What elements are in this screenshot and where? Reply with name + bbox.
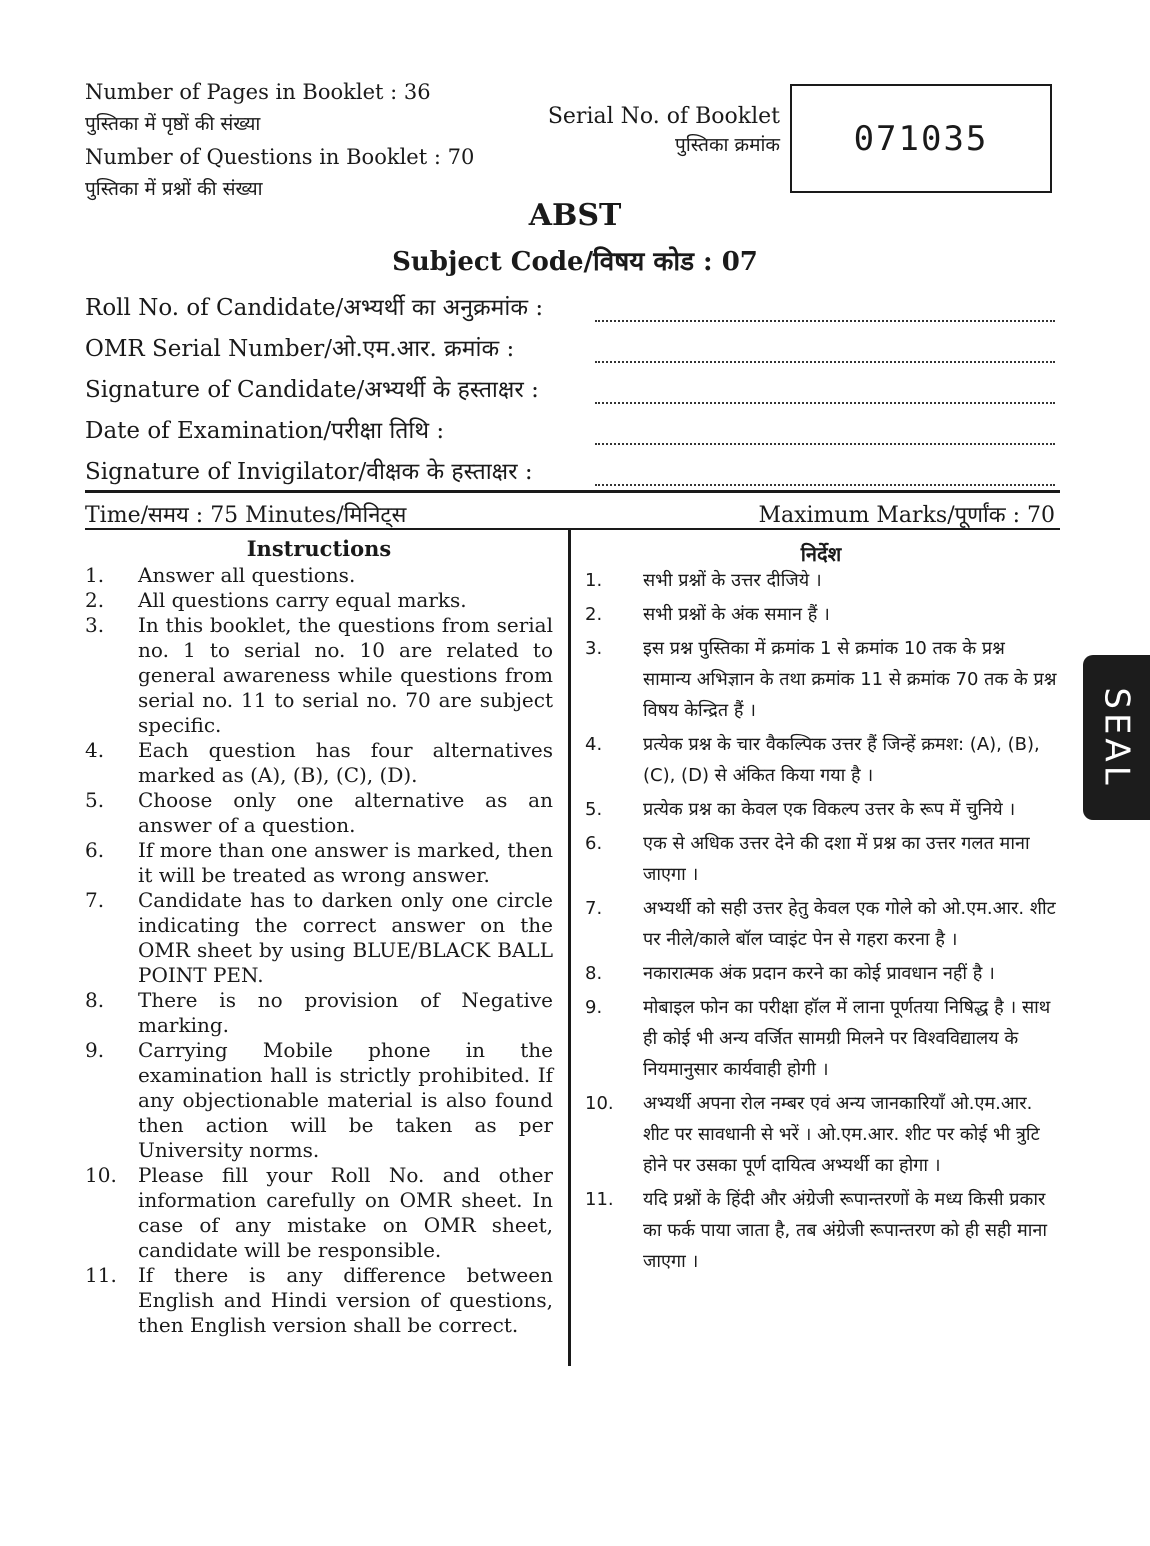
instruction-item: [585, 794, 1057, 825]
instruction-text: If more than one answer is marked, then it will be treated as wrong answer.: [138, 838, 553, 887]
instruction-number: 8.: [585, 963, 603, 984]
instruction-number: 4.: [585, 734, 603, 755]
instruction-text: नकारात्मक अंक प्रदान करने का कोई प्रावधान नहीं है ।: [643, 963, 995, 984]
instruction-number: 7.: [585, 898, 603, 919]
pages-count-en: Number of Pages in Booklet : 36: [85, 80, 431, 104]
instruction-item: [85, 613, 553, 738]
instruction-item: [85, 563, 553, 588]
instruction-number: 11.: [85, 1263, 117, 1287]
serial-number-value: 071035: [853, 118, 989, 159]
instruction-number: 4.: [85, 738, 105, 762]
invigilator-signature-dotted-line: [595, 484, 1055, 486]
instruction-number: 9.: [85, 1038, 105, 1062]
pages-count-hi: पुस्तिका में पृष्ठों की संख्या: [85, 113, 261, 135]
instruction-text: If there is any difference between English and Hindi version of questions, then English version shall be correct.: [138, 1263, 553, 1337]
instruction-text: Each question has four alternatives marked as (A), (B), (C), (D).: [138, 738, 553, 787]
instruction-number: 1.: [85, 563, 105, 587]
candidate-signature-field[interactable]: [85, 372, 1055, 412]
omr-serial-label: OMR Serial Number/ओ.एम.आर. क्रमांक :: [85, 336, 515, 362]
instruction-item: [585, 992, 1057, 1085]
instruction-number: 11.: [585, 1189, 614, 1210]
instruction-item: [585, 729, 1057, 791]
instruction-item: [85, 1163, 553, 1263]
instruction-text: अभ्यर्थी को सही उत्तर हेतु केवल एक गोले को ओ.एम.आर. शीट पर नीले/काले बॉल प्वाइंट पेन से गहरा करना है ।: [643, 898, 1056, 950]
instruction-item: [585, 1088, 1057, 1181]
instruction-item: [85, 1263, 553, 1338]
exam-date-label: Date of Examination/परीक्षा तिथि :: [85, 418, 445, 444]
invigilator-signature-field[interactable]: [85, 454, 1055, 494]
instruction-text: सभी प्रश्नों के उत्तर दीजिये ।: [643, 570, 822, 591]
instructions-list-en: [85, 563, 553, 1338]
omr-serial-dotted-line: [595, 361, 1055, 363]
roll-number-label: Roll No. of Candidate/अभ्यर्थी का अनुक्रमांक :: [85, 295, 544, 321]
serial-label-hi: पुस्तिका क्रमांक: [675, 134, 780, 156]
instruction-text: एक से अधिक उत्तर देने की दशा में प्रश्न का उत्तर गलत माना जाएगा ।: [643, 833, 1030, 885]
instruction-item: [585, 958, 1057, 989]
exam-time: Time/समय : 75 Minutes/मिनिट्स: [85, 503, 407, 528]
questions-count-en: Number of Questions in Booklet : 70: [85, 145, 475, 169]
instruction-number: 8.: [85, 988, 105, 1012]
seal-tab[interactable]: [1083, 655, 1150, 820]
instruction-item: [585, 828, 1057, 890]
instruction-item: [585, 565, 1057, 596]
header-divider: [85, 490, 1060, 493]
instruction-number: 3.: [85, 613, 105, 637]
instruction-text: प्रत्येक प्रश्न के चार वैकल्पिक उत्तर हैं जिन्हें क्रमश: (A), (B), (C), (D) से अंकित किया गया है ।: [643, 734, 1040, 786]
instruction-item: [85, 738, 553, 788]
instruction-number: 6.: [85, 838, 105, 862]
instruction-item: [85, 788, 553, 838]
instructions-list-hi: [585, 565, 1057, 1280]
candidate-signature-dotted-line: [595, 402, 1055, 404]
instruction-number: 9.: [585, 997, 603, 1018]
instruction-item: [85, 988, 553, 1038]
instruction-number: 10.: [585, 1093, 614, 1114]
instruction-text: Carrying Mobile phone in the examination hall is strictly prohibited. If any objectionable material is also found then action will be taken as per University norms.: [138, 1038, 553, 1162]
instruction-number: 2.: [585, 604, 603, 625]
instruction-number: 7.: [85, 888, 105, 912]
instruction-text: All questions carry equal marks.: [138, 588, 467, 612]
instruction-item: [585, 633, 1057, 726]
paper-title: ABST: [528, 198, 622, 233]
instruction-text: यदि प्रश्नों के हिंदी और अंग्रेजी रूपान्तरणों के मध्य किसी प्रकार का फर्क पाया जाता है, तब अंग्रेजी रूपान्तरण को ही सही माना जाएगा ।: [643, 1189, 1048, 1272]
questions-count-hi: पुस्तिका में प्रश्नों की संख्या: [85, 178, 263, 200]
maximum-marks: Maximum Marks/पूर्णांक : 70: [758, 503, 1055, 528]
seal-label: SEAL: [1096, 686, 1137, 789]
exam-date-field[interactable]: [85, 413, 1055, 453]
instruction-item: [585, 893, 1057, 955]
instruction-text: इस प्रश्न पुस्तिका में क्रमांक 1 से क्रमांक 10 तक के प्रश्न सामान्य अभिज्ञान के तथा क्रमांक 11 से क्रमांक 70 तक के प्रश्न विषय केन्द्रित हैं ।: [643, 638, 1057, 721]
instruction-number: 3.: [585, 638, 603, 659]
instruction-text: सभी प्रश्नों के अंक समान हैं ।: [643, 604, 830, 625]
instruction-text: In this booklet, the questions from serial no. 1 to serial no. 10 are related to general awareness while questions from serial no. 11 to serial no. 70 are subject specific.: [138, 613, 553, 737]
instruction-text: Candidate has to darken only one circle indicating the correct answer on the OMR sheet by using BLUE/BLACK BALL POINT PEN.: [138, 888, 553, 987]
exam-date-dotted-line: [595, 443, 1055, 445]
instruction-item: [85, 838, 553, 888]
omr-serial-field[interactable]: [85, 331, 1055, 371]
subject-code: Subject Code/विषय कोड : 07: [392, 247, 758, 277]
instruction-text: प्रत्येक प्रश्न का केवल एक विकल्प उत्तर के रूप में चुनिये ।: [643, 799, 1016, 820]
roll-number-dotted-line: [595, 320, 1055, 322]
serial-label-en: Serial No. of Booklet: [547, 104, 780, 129]
instruction-text: Please fill your Roll No. and other information carefully on OMR sheet. In case of any mistake on OMR sheet, candidate will be responsible.: [138, 1163, 553, 1262]
instruction-item: [585, 1184, 1057, 1277]
instruction-number: 2.: [85, 588, 105, 612]
candidate-signature-label: Signature of Candidate/अभ्यर्थी के हस्ताक्षर :: [85, 377, 539, 403]
instruction-item: [585, 599, 1057, 630]
instruction-number: 6.: [585, 833, 603, 854]
instruction-text: अभ्यर्थी अपना रोल नम्बर एवं अन्य जानकारियाँ ओ.एम.आर. शीट पर सावधानी से भरें । ओ.एम.आर. शीट पर कोई भी त्रुटि होने पर उसका पूर्ण दायित्व अभ्यर्थी का होगा ।: [643, 1093, 1040, 1176]
instructions-heading-hi: निर्देश: [800, 542, 842, 566]
instruction-text: मोबाइल फोन का परीक्षा हॉल में लाना पूर्णतया निषिद्ध है । साथ ही कोई भी अन्य वर्जित सामग्री मिलने पर विश्वविद्यालय के नियमानुसार कार्यवाही होगी ।: [643, 997, 1051, 1080]
column-divider: [568, 530, 571, 1366]
instruction-text: Choose only one alternative as an answer of a question.: [138, 788, 553, 837]
instruction-number: 5.: [585, 799, 603, 820]
roll-number-field[interactable]: [85, 290, 1055, 330]
instruction-text: There is no provision of Negative marking.: [138, 988, 553, 1037]
instruction-item: [85, 888, 553, 988]
instruction-number: 10.: [85, 1163, 117, 1187]
instruction-number: 5.: [85, 788, 105, 812]
instruction-number: 1.: [585, 570, 603, 591]
instruction-text: Answer all questions.: [138, 563, 356, 587]
instructions-heading-en: Instructions: [246, 536, 392, 561]
instruction-item: [85, 1038, 553, 1163]
serial-number-box: [790, 84, 1052, 193]
instruction-item: [85, 588, 553, 613]
time-divider: [85, 528, 1060, 530]
invigilator-signature-label: Signature of Invigilator/वीक्षक के हस्ताक्षर :: [85, 459, 533, 485]
